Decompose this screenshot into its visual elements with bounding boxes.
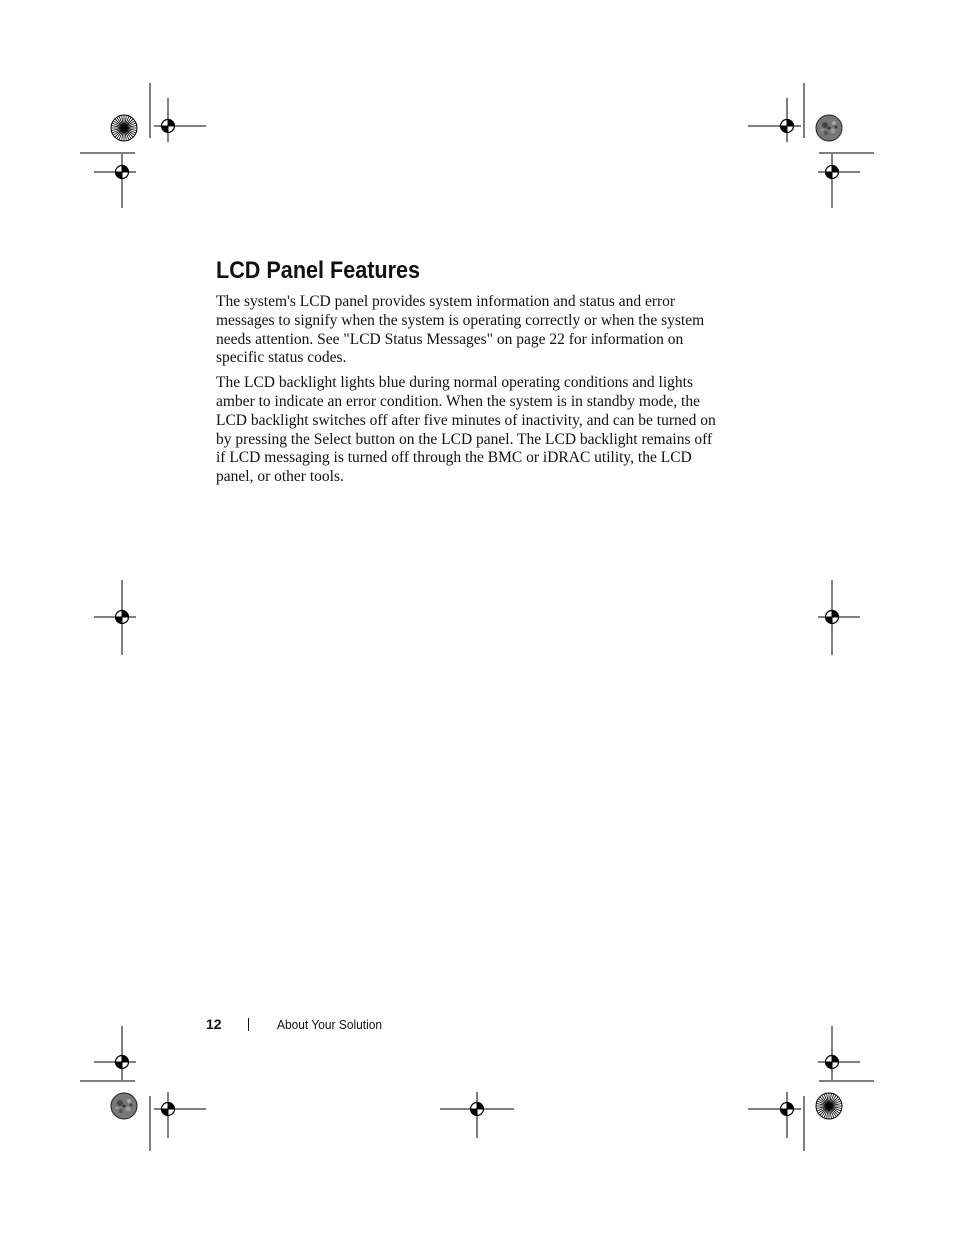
paragraph: The LCD backlight lights blue during normal operating conditions and lights amber to indicate an error condition. When the system is in standby mode, the LCD backlight switches off after five minutes of inactivity, and can be turned on by pressing the Select button on the LCD panel. The LCD backlight remains off if LCD messaging is turned off through the BMC or iDRAC utility, the LCD panel, or other tools. bbox=[216, 374, 716, 486]
registration-mark bbox=[818, 603, 846, 631]
registration-mark bbox=[154, 112, 182, 140]
page-number: 12 bbox=[206, 1016, 222, 1032]
gray-target-mark bbox=[111, 1093, 137, 1119]
chapter-title: About Your Solution bbox=[276, 1017, 382, 1032]
crop-lines bbox=[80, 83, 874, 1151]
registration-mark bbox=[108, 158, 136, 186]
registration-mark bbox=[108, 1048, 136, 1076]
star-target-mark bbox=[816, 1093, 842, 1119]
footer-separator bbox=[248, 1018, 249, 1031]
registration-mark bbox=[154, 1095, 182, 1123]
registration-mark bbox=[818, 1048, 846, 1076]
registration-mark bbox=[463, 1095, 491, 1123]
registration-mark bbox=[108, 603, 136, 631]
gray-target-mark bbox=[816, 115, 842, 141]
section-heading: LCD Panel Features bbox=[216, 257, 421, 284]
section-body bbox=[216, 293, 716, 493]
registration-mark bbox=[818, 158, 846, 186]
paragraph: The system's LCD panel provides system information and status and error messages to signify when the system is operating correctly or when the system needs attention. See "LCD Status Messages" on page 22 for information on specific status codes. bbox=[216, 293, 705, 367]
registration-mark bbox=[773, 1095, 801, 1123]
registration-mark bbox=[773, 112, 801, 140]
star-target-mark bbox=[111, 115, 137, 141]
page-footer bbox=[206, 1015, 391, 1034]
